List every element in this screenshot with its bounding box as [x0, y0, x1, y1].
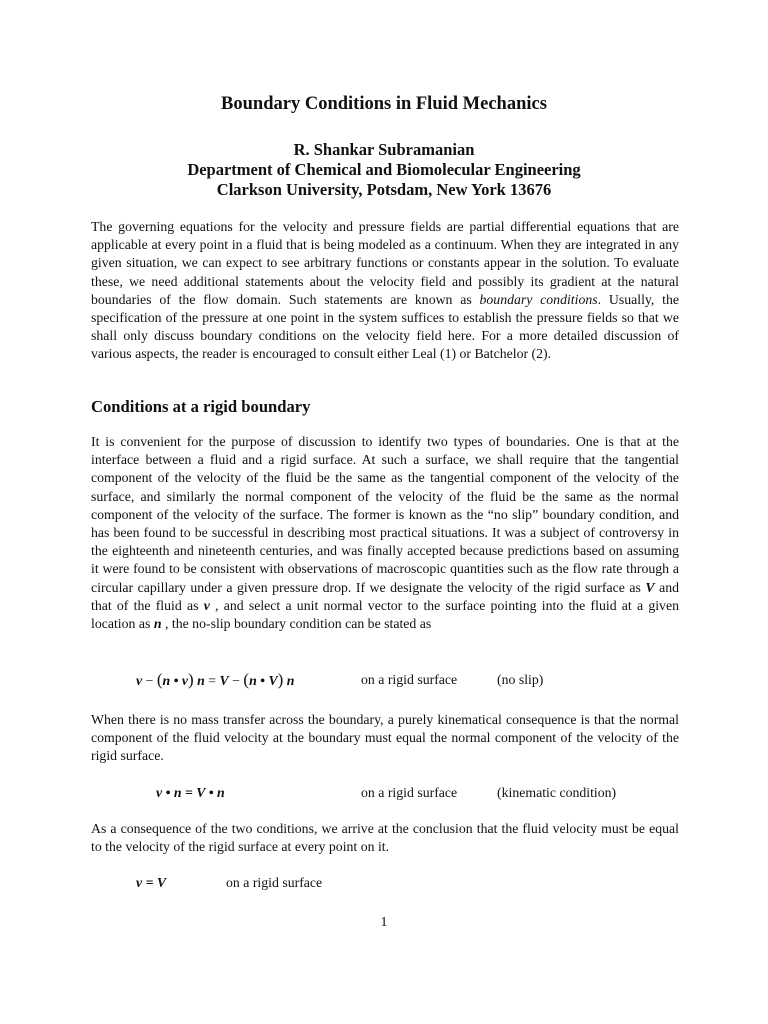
kinematic-label: (kinematic condition) [497, 785, 617, 800]
author-affiliation: Clarkson University, Potsdam, New York 13676 [216, 180, 552, 199]
kinematic-equation: v • n = V • n [156, 785, 225, 800]
intro-text-2: . Usually, the specification of the pressure at one point in the system suffices to establish the pressure fields so that we shall only discuss boundary conditions on the velocity field here. For a more detailed discussion of various aspects, the reader is encouraged to consult either Leal (1) or Batchelor (2). [91, 291, 679, 362]
author-department: Department of Chemical and Biomolecular Engineering [187, 160, 581, 179]
no-slip-location: on a rigid surface [361, 672, 458, 687]
rigid-text-2: and that of the fluid as [91, 579, 680, 613]
document-title: Boundary Conditions in Fluid Mechanics [221, 94, 547, 114]
no-slip-equation: v − (n • v) n = V − (n • V) n [136, 670, 295, 689]
intro-paragraph [91, 218, 679, 364]
consequence-paragraph: As a consequence of the two conditions, we arrive at the conclusion that the fluid velocity must be equal to the velocity of the rigid surface at every point on it. [91, 821, 679, 855]
page-number: 1 [380, 914, 388, 929]
mass-transfer-paragraph: When there is no mass transfer across the boundary, a purely kinematical consequence is that the normal component of the fluid velocity at the boundary must equal the normal component of the velocity of the rigid surface. [91, 712, 679, 764]
velocity-equality-equation: v = V [136, 875, 167, 890]
symbol-V: V [645, 579, 655, 595]
author-name: R. Shankar Subramanian [293, 140, 475, 159]
rigid-text-1: It is convenient for the purpose of discussion to identify two types of boundaries. One is that at the interface between a fluid and a rigid surface. At such a surface, we shall require that the tangential component of the velocity of the fluid be the same as the tangential component of the velocity of the surface, and similarly the normal component of the velocity of the fluid be the same as the normal component of the velocity of the surface. The former is known as the “no slip” boundary condition, and has been found to be successful in describing most practical situations. It was a subject of controversy in the eighteenth and nineteenth centuries, and was finally accepted because predictions based on assuming it were found to be consistent with observations of macroscopic quantities such as the flow rate through a circular capillary under a given pressure drop. If we designate the velocity of the rigid surface as [91, 434, 679, 595]
rigid-boundary-paragraph [91, 433, 679, 633]
section-heading: Conditions at a rigid boundary [91, 397, 311, 416]
rigid-text-3: , and select a unit normal vector to the surface pointing into the fluid at a given location as [91, 597, 679, 632]
rigid-text-4: , the no-slip boundary condition can be stated as [161, 616, 432, 632]
velocity-equality-location: on a rigid surface [226, 875, 323, 890]
intro-term: boundary conditions [479, 291, 598, 307]
intro-text-1: The governing equations for the velocity and pressure fields are partial differential equations that are applicable at every point in a fluid that is being modeled as a continuum. When they are integrated in any given situation, we can expect to see arbitrary functions or constants appear in the solution. To evaluate these, we need additional statements about the velocity field and possibly its gradient at the natural boundaries of the flow domain. Such statements are known as [91, 219, 679, 307]
symbol-v: v [203, 597, 210, 613]
kinematic-location: on a rigid surface [361, 785, 458, 800]
symbol-n: n [153, 616, 162, 632]
no-slip-label: (no slip) [497, 672, 544, 687]
